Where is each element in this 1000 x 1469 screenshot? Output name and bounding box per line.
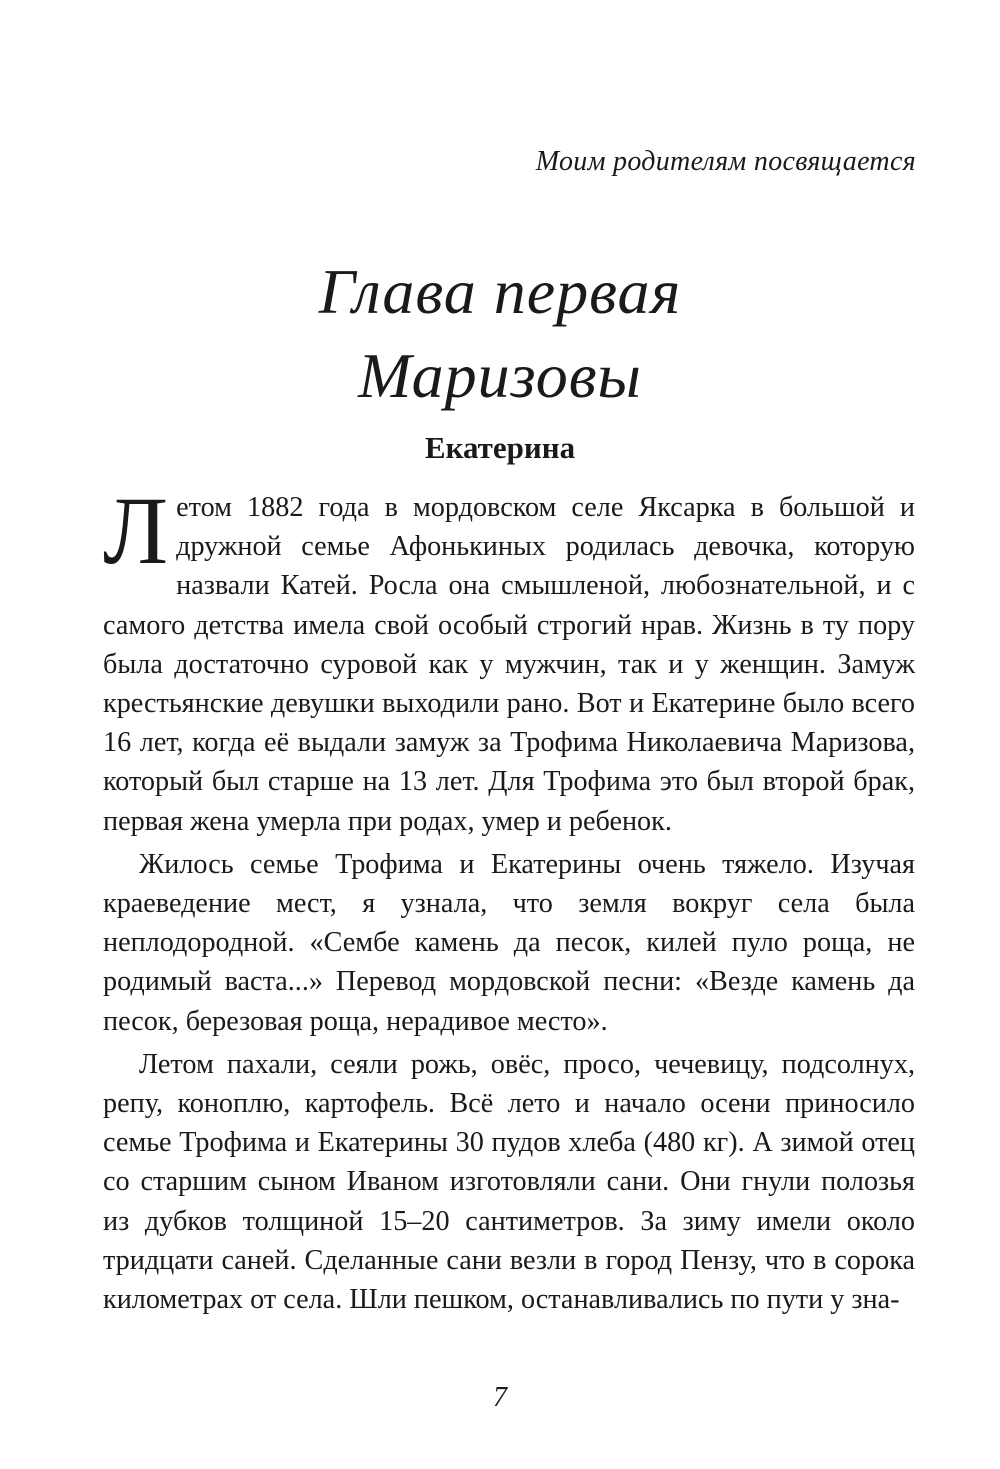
chapter-title [0, 250, 1000, 418]
dedication: Моим родителям посвящается [535, 146, 916, 177]
paragraph-1 [103, 477, 915, 841]
body-text [103, 477, 915, 1323]
chapter-number: Глава первая [318, 256, 682, 327]
paragraph-3: Летом пахали, сеяли рожь, овёс, просо, чечевицу, подсолнух, репу, коноплю, картофель. Всё лето и начало осени приносило семье Трофима и Екатерины 30 пудов хлеба (480 кг). А зимой отец со старшим сыном Иваном изготовляли сани. Они гнули полозья из дубков толщиной 15–20 сантиметров. За зиму имели около тридцати саней. Сделанные сани везли в город Пензу, что в сорока километрах от села. Шли пешком, останавливались по пути у зна- [103, 1048, 915, 1316]
page-number: 7 [493, 1382, 507, 1413]
chapter-name: Маризовы [358, 340, 642, 411]
paragraph-2: Жилось семье Трофима и Екатерины очень тяжело. Изучая краеведение мест, я узнала, что земля вокруг села была неплодородной. «Сембе камень да песок, килей пуло роща, не родимый васта...» Перевод мордовской песни: «Везде камень да песок, березовая роща, нерадивое место». [103, 848, 915, 1037]
paragraph-1-text: етом 1882 года в мордовском селе Яксарка в большой и дружной семье Афонькиных родилась девочка, которую назвали Катей. Росла она смышленой, любознательной, и с самого детства имела свой особый строгий нрав. Жизнь в ту пору была достаточно суровой как у мужчин, так и у женщин. Замуж крестьянские девушки выходили рано. Вот и Екатерине было всего 16 лет, когда её выдали замуж за Трофима Николаевича Маризова, который был старше на 13 лет. Для Трофима это был второй брак, первая жена умерла при родах, умер и ребенок. [103, 492, 915, 837]
section-heading: Екатерина [424, 430, 576, 465]
drop-cap: Л [103, 477, 169, 584]
